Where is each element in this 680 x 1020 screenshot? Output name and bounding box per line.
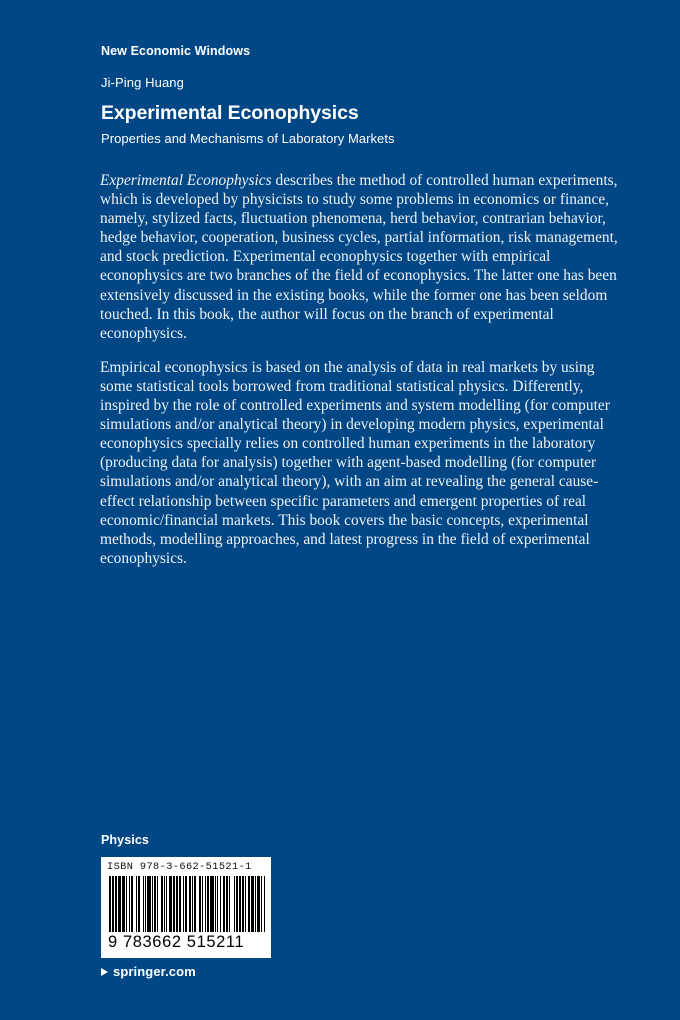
series-name: New Economic Windows: [101, 44, 251, 58]
isbn-barcode-panel: [101, 857, 271, 958]
subject-category-label: Physics: [101, 833, 149, 847]
blurb-text-block: [100, 171, 618, 568]
book-subtitle: Properties and Mechanisms of Laboratory Markets: [101, 131, 395, 147]
springer-url-text: springer.com: [113, 964, 196, 979]
isbn-number: ISBN 978-3-662-51521-1: [107, 861, 252, 873]
barcode-digits: 9 783662 515211: [108, 933, 245, 951]
blurb-italic-title: Experimental Econophysics: [100, 172, 272, 189]
author-name: Ji-Ping Huang: [101, 75, 184, 90]
barcode-bars: [107, 876, 266, 932]
blurb-paragraph-1: [100, 171, 618, 343]
blurb-paragraph-1-body: describes the method of controlled human experiments, which is developed by physicists to study some problems in economics or finance, namely, stylized facts, fluctuation phenomena, herd behavior, contrarian behavior, hedge behavior, cooperation, business cycles, partial information, risk management, and stock prediction. Experimental econophysics together with empirical econophysics are two branches of the field of econophysics. The latter one has been extensively discussed in the existing books, while the former one has been seldom touched. In this book, the author will focus on the branch of experimental econophysics.: [100, 172, 618, 342]
cover-header: [101, 44, 621, 147]
book-title: Experimental Econophysics: [101, 101, 359, 124]
play-triangle-icon: [101, 968, 108, 976]
blurb-paragraph-2: Empirical econophysics is based on the analysis of data in real markets by using some statistical tools borrowed from traditional statistical physics. Differently, inspired by the role of controlled experiments and system modelling (for computer simulations and/or analytical theory) in developing modern physics, experimental econophysics specially relies on controlled human experiments in the laboratory (producing data for analysis) together with agent-based modelling (for computer simulations and/or analytical theory), with an aim at revealing the general cause-effect relationship between specific parameters and emergent properties of real economic/financial markets. This book covers the basic concepts, experimental methods, modelling approaches, and latest progress in the field of experimental econophysics.: [100, 358, 610, 567]
springer-link[interactable]: [101, 964, 196, 979]
